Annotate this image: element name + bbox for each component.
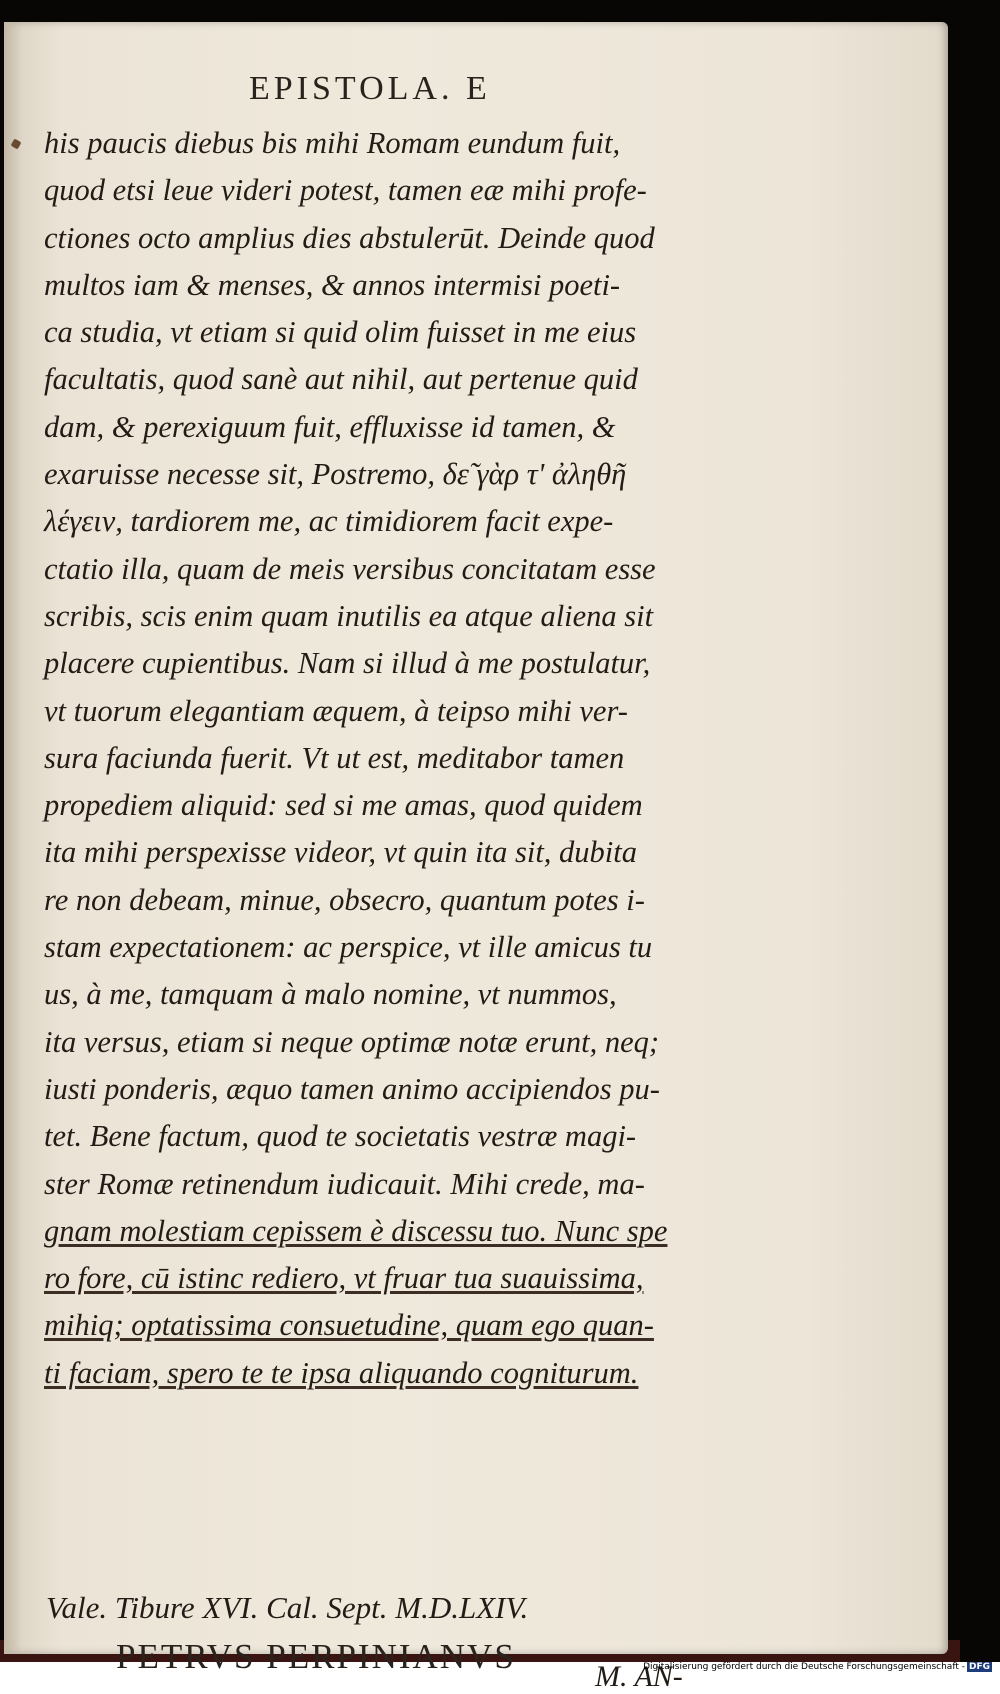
text-line: scribis, scis enim quam inutilis ea atque aliena sit: [44, 598, 654, 633]
text-line: quod etsi leue videri potest, tamen eæ mihi profe-: [44, 173, 647, 208]
text-line: ita versus, etiam si neque optimæ notæ erunt, neq;: [44, 1024, 660, 1059]
text-line: ti faciam, spero te te ipsa aliquando cogniturum.: [44, 1355, 639, 1390]
text-line: mihiq; optatissima consuetudine, quam ego quan-: [44, 1308, 654, 1343]
margin-ink-mark: [11, 139, 22, 150]
text-line: gnam molestiam cepissem è discessu tuo. Nunc spe: [44, 1213, 668, 1248]
text-line: placere cupientibus. Nam si illud à me postulatur,: [44, 646, 651, 681]
text-line: tet. Bene factum, quod te societatis vestræ magi-: [44, 1119, 637, 1154]
text-line: ca studia, vt etiam si quid olim fuisset in me eius: [44, 315, 637, 350]
text-line: dam, & perexiguum fuit, effluxisse id tamen, &: [44, 409, 616, 444]
text-line: his paucis diebus bis mihi Romam eundum fuit,: [44, 126, 621, 160]
letter-body: [44, 120, 764, 1397]
text-line: re non debeam, minue, obsecro, quantum potes i-: [44, 882, 645, 917]
text-line: iusti ponderis, æquo tamen animo accipiendos pu-: [44, 1071, 660, 1106]
text-line: facultatis, quod sanè aut nihil, aut pertenue quid: [44, 362, 638, 397]
text-line: us, à me, tamquam à malo nomine, vt nummos,: [44, 977, 617, 1012]
digitization-footer: [643, 1662, 992, 1672]
author-signature: PETRVS PERPINIANVS: [116, 1637, 516, 1676]
valediction-line: Vale. Tibure XVI. Cal. Sept. M.D.LXIV.: [46, 1590, 529, 1625]
text-line: λέγειν, tardiorem me, ac timidiorem facit expe-: [44, 504, 614, 539]
text-line: ita mihi perspexisse videor, vt quin ita sit, dubita: [44, 835, 638, 870]
running-header: EPISTOLA. E: [249, 70, 491, 107]
text-line: sura faciunda fuerit. Vt ut est, meditabor tamen: [44, 740, 625, 775]
text-line: vt tuorum elegantiam æquem, à teipso mihi ver-: [44, 693, 628, 728]
text-line: ctiones octo amplius dies abstulerūt. Deinde quod: [44, 220, 655, 255]
text-line: stam expectationem: ac perspice, vt ille amicus tu: [44, 930, 653, 965]
dfg-logo-badge: DFG: [968, 1662, 990, 1672]
text-line: propediem aliquid: sed si me amas, quod quidem: [44, 788, 643, 823]
footer-credit-text: Digitalisierung gefördert durch die Deutsche Forschungsgemeinschaft -: [643, 1662, 965, 1672]
text-line: multos iam & menses, & annos intermisi poeti-: [44, 267, 621, 302]
text-line: exaruisse necesse sit, Postremo, δε̃ γὰρ τ' ἀληθῆ: [44, 457, 627, 492]
catchword: M. AN-: [595, 1660, 683, 1693]
text-line: ctatio illa, quam de meis versibus concitatam esse: [44, 551, 656, 586]
text-line: ro fore, cū istinc rediero, vt fruar tua suauissima,: [44, 1261, 644, 1296]
text-line: ster Romæ retinendum iudicauit. Mihi crede, ma-: [44, 1166, 645, 1201]
